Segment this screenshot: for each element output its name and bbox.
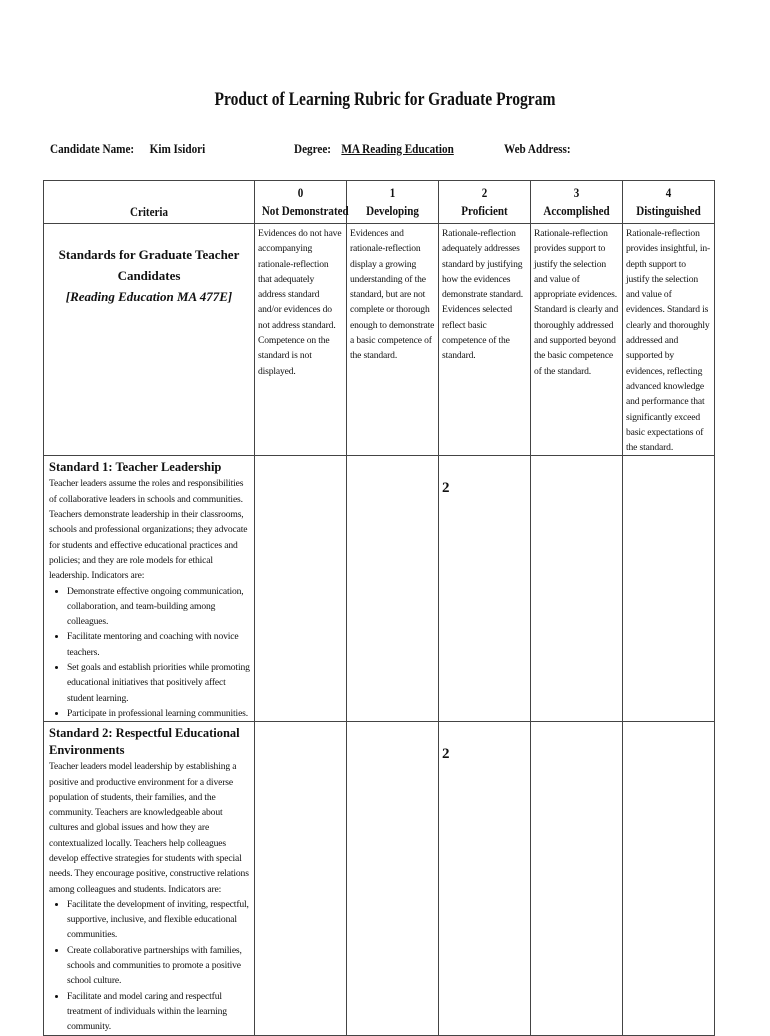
- standard-2-indicators: [49, 897, 254, 1035]
- level-description-4: Rationale-reflection provides insightful, in-depth support to justify the selection and value of evidences. Standard is clearly and thoroughly addressed and supported by evidences, reflecting advanced knowledge and performance that significantly exceed basic expectations of the standard.: [623, 224, 715, 456]
- indicator-item: • Facilitate and model caring and respectful treatment of individuals within the learning community.: [67, 989, 254, 1035]
- header-row: [44, 181, 715, 224]
- standard-2-level-1: [347, 722, 439, 1035]
- degree-value: MA Reading Education: [341, 141, 454, 156]
- level-description-0: Evidences do not have accompanying rationale-reflection that adequately address standard and/or evidences do not address standard. Competence on the standard is not displayed.: [255, 224, 347, 456]
- standard-1-level-4: [623, 456, 715, 722]
- rubric-table: [43, 180, 715, 1036]
- standard-2-row: [44, 722, 715, 1035]
- indicator-item: • Demonstrate effective ongoing communication, collaboration, and team-building among colleagues.: [67, 584, 254, 630]
- standard-2-cell: [44, 722, 255, 1035]
- indicator-item: • Create collaborative partnerships with families, schools and communities to promote a positive school culture.: [67, 943, 254, 989]
- web-address-label: Web Address:: [504, 141, 571, 156]
- indicator-item: • Facilitate mentoring and coaching with novice teachers.: [67, 629, 254, 660]
- level-description-2: Rationale-reflection adequately addresses standard by justifying how the evidences demonstrate standard. Evidences selected reflect basic competence of the standard.: [439, 224, 531, 456]
- indicator-item: • Participate in professional learning communities.: [67, 706, 254, 721]
- indicator-item: • Facilitate the development of inviting, respectful, supportive, inclusive, and flexible educational communities.: [67, 897, 254, 943]
- level-header-2: 2 Proficient: [439, 181, 531, 224]
- degree-label: Degree:: [294, 141, 332, 156]
- level-description-1: Evidences and rationale-reflection display a growing understanding of the standard, but are not complete or thorough enough to demonstrate a basic competence of the standard.: [347, 224, 439, 456]
- standard-1-title: Standard 1: Teacher Leadership: [49, 460, 222, 475]
- candidate-value: Kim Isidori: [149, 141, 206, 156]
- standards-row: [44, 224, 715, 456]
- standard-2-score: 2: [439, 722, 531, 1035]
- standard-1-cell: [44, 456, 255, 722]
- standard-2-level-3: [531, 722, 623, 1035]
- standard-1-level-0: [255, 456, 347, 722]
- standard-2-level-4: [623, 722, 715, 1035]
- standard-1-level-1: [347, 456, 439, 722]
- standards-subtitle: [Reading Education MA 477E]: [65, 289, 233, 304]
- indicator-item: • Set goals and establish priorities while promoting educational initiatives that positively affect student learning.: [67, 660, 254, 706]
- level-header-4: 4 Distinguished: [623, 181, 715, 224]
- standard-1-indicators: [49, 584, 254, 722]
- standard-1-row: [44, 456, 715, 722]
- criteria-header: Criteria: [44, 181, 255, 224]
- standard-2-level-0: [255, 722, 347, 1035]
- level-header-1: 1 Developing: [347, 181, 439, 224]
- standards-title: Standards for Graduate Teacher Candidates: [58, 247, 240, 283]
- level-description-3: Rationale-reflection provides support to justify the selection and value of appropriate evidences. Standard is clearly and thoroughly addressed and supported beyond the basic competence of the standard.: [531, 224, 623, 456]
- standard-1-body: Teacher leaders assume the roles and responsibilities of collaborative leaders in schools and communities. Teachers demonstrate leadership in their classrooms, schools and professional organizations; they advocate for students and effective educational practices and policies; and they are role models for ethical leadership. Indicators are:: [49, 478, 248, 582]
- standard-2-title: Standard 2: Respectful Educational Environments: [49, 726, 240, 758]
- level-header-3: 3 Accomplished: [531, 181, 623, 224]
- standard-1-score: 2: [439, 456, 531, 722]
- candidate-field: [50, 141, 205, 157]
- standard-2-body: Teacher leaders model leadership by establishing a positive and productive environment for a diverse population of students, their families, and the community. Teachers are knowledgeable about cultures and global issues and how they are contextualized locally. Teachers help colleagues develop effective strategies for students with special needs. They encourage positive, constructive relations among colleagues and students. Indicators are:: [49, 761, 249, 895]
- candidate-label: Candidate Name:: [50, 141, 135, 156]
- standards-title-cell: [44, 224, 255, 456]
- level-header-0: 0 Not Demonstrated: [255, 181, 347, 224]
- page-title: Product of Learning Rubric for Graduate Program: [214, 89, 556, 110]
- web-address-field: [504, 141, 571, 157]
- degree-field: [294, 141, 454, 157]
- standard-1-level-3: [531, 456, 623, 722]
